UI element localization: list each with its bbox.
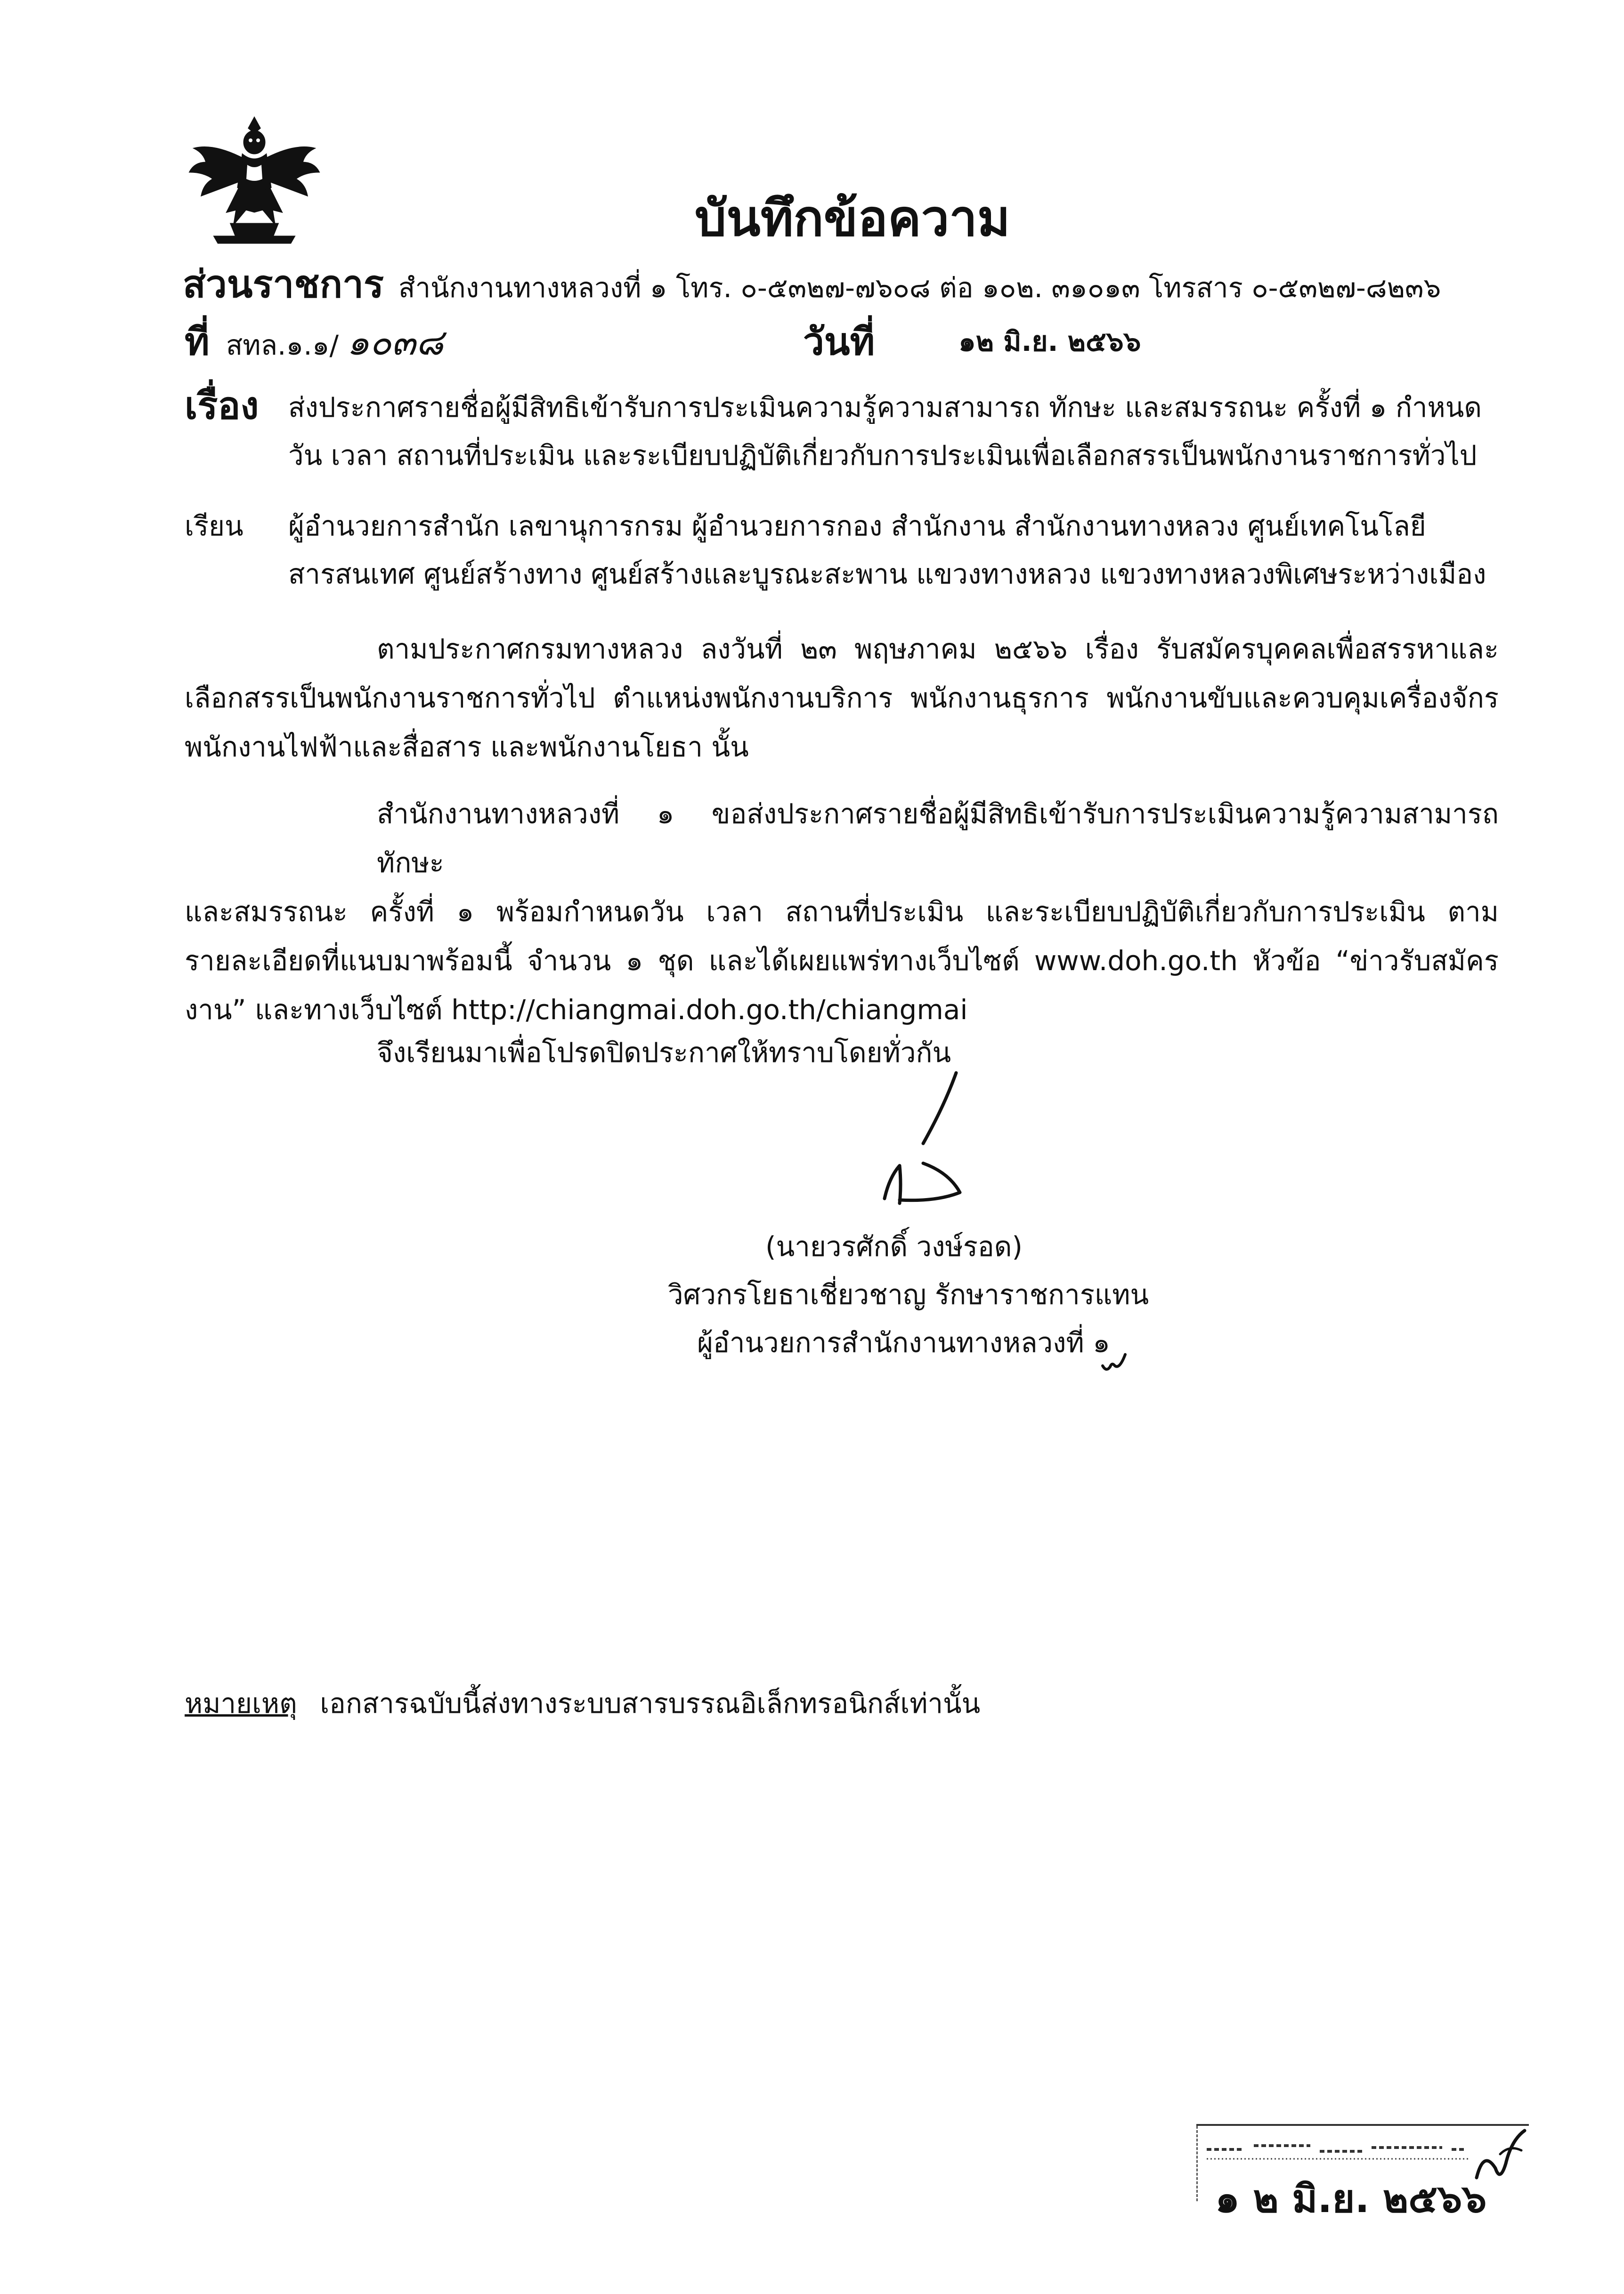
signatory-position-2: ผู้อำนวยการสำนักงานทางหลวงที่ ๑ — [697, 1327, 1110, 1359]
signatory-position-1: วิศวกรโยธาเชี่ยวชาญ รักษาราชการแทน — [668, 1279, 1149, 1311]
para1-line-3: พนักงานไฟฟ้าและสื่อสาร และพนักงานโยธา นั้น — [185, 731, 749, 763]
signatory-name: (นายวรศักดิ์ วงษ์รอด) — [765, 1231, 1023, 1263]
body-paragraph-2 — [185, 789, 1499, 1034]
body-paragraph-1 — [185, 624, 1499, 771]
reference-prefix: สทล.๑.๑/ — [226, 329, 339, 361]
para2-line-1: สำนักงานทางหลวงที่ ๑ ขอส่งประกาศรายชื่อผู้มีสิทธิเข้ารับการประเมินความรู้ความสามารถ ทักษะ — [377, 798, 1499, 879]
date-value: ๑๒ มิ.ย. ๒๕๖๖ — [958, 325, 1141, 357]
para2-line-2: และสมรรถนะ ครั้งที่ ๑ พร้อมกำหนดวัน เวลา สถานที่ประเมิน และระเบียบปฏิบัติเกี่ยวกับการประเมิน ตาม — [185, 896, 1499, 928]
subject-label: เรื่อง — [185, 384, 259, 428]
agency-line — [183, 254, 1441, 314]
reference-number-handwritten: ๑๐๓๘ — [347, 321, 444, 363]
closing-sentence: จึงเรียนมาเพื่อโปรดปิดประกาศให้ทราบโดยทั่วกัน — [377, 1037, 951, 1069]
stamp-smudge — [1207, 2135, 1470, 2164]
receipt-stamp — [1196, 2124, 1529, 2239]
garuda-emblem — [186, 113, 323, 250]
stamp-initials — [1472, 2126, 1528, 2192]
reference-line — [185, 312, 443, 372]
agency-label: ส่วนราชการ — [183, 262, 384, 306]
memo-title: บันทึกข้อความ — [695, 189, 1010, 247]
initial-mark — [1100, 1352, 1128, 1375]
addressee-line-1: ผู้อำนวยการสำนัก เลขานุการกรม ผู้อำนวยการกอง สำนักงาน สำนักงานทางหลวง ศูนย์เทคโนโลยี — [288, 510, 1426, 542]
note-text: เอกสารฉบับนี้ส่งทางระบบสารบรรณอิเล็กทรอนิกส์เท่านั้น — [320, 1687, 981, 1719]
agency-value: สำนักงานทางหลวงที่ ๑ โทร. ๐-๕๓๒๗-๗๖๐๘ ต่อ ๑๐๒. ๓๑๐๑๓ โทรสาร ๐-๕๓๒๗-๘๒๓๖ — [398, 272, 1441, 304]
para2-line-3: รายละเอียดที่แนบมาพร้อมนี้ จำนวน ๑ ชุด และได้เผยแพร่ทางเว็บไซต์ www.doh.go.th หัวข้อ “ข่าวรับสมัคร — [185, 945, 1499, 977]
subject-line-2: วัน เวลา สถานที่ประเมิน และระเบียบปฏิบัติเกี่ยวกับการประเมินเพื่อเลือกสรรเป็นพนักงานราชการทั่วไป — [288, 439, 1477, 471]
subject-line-1: ส่งประกาศรายชื่อผู้มีสิทธิเข้ารับการประเมินความรู้ความสามารถ ทักษะ และสมรรถนะ ครั้งที่ ๑ กำหนด — [288, 391, 1482, 423]
para2-line-4: งาน” และทางเว็บไซต์ http://chiangmai.doh.go.th/chiangmai — [185, 994, 968, 1026]
para1-line-1: ตามประกาศกรมทางหลวง ลงวันที่ ๒๓ พฤษภาคม ๒๕๖๖ เรื่อง รับสมัครบุคคลเพื่อสรรหาและ — [377, 633, 1499, 665]
stamp-date: ๑ ๒ มิ.ย. ๒๕๖๖ — [1215, 2177, 1487, 2221]
addressee-line-2: สารสนเทศ ศูนย์สร้างทาง ศูนย์สร้างและบูรณะสะพาน แขวงทางหลวง แขวงทางหลวงพิเศษระหว่างเมือง — [288, 558, 1486, 590]
handwritten-signature — [862, 1069, 984, 1220]
note-line — [185, 1681, 980, 1725]
para1-line-2: เลือกสรรเป็นพนักงานราชการทั่วไป ตำแหน่งพนักงานบริการ พนักงานธุรการ พนักงานขับและควบคุมเครื่องจักร — [185, 682, 1499, 714]
stamp-border — [1196, 2126, 1204, 2201]
addressee-label: เรียน — [185, 510, 244, 542]
reference-label: ที่ — [185, 320, 210, 364]
date-label: วันที่ — [803, 320, 875, 364]
note-label: หมายเหตุ — [185, 1687, 297, 1719]
